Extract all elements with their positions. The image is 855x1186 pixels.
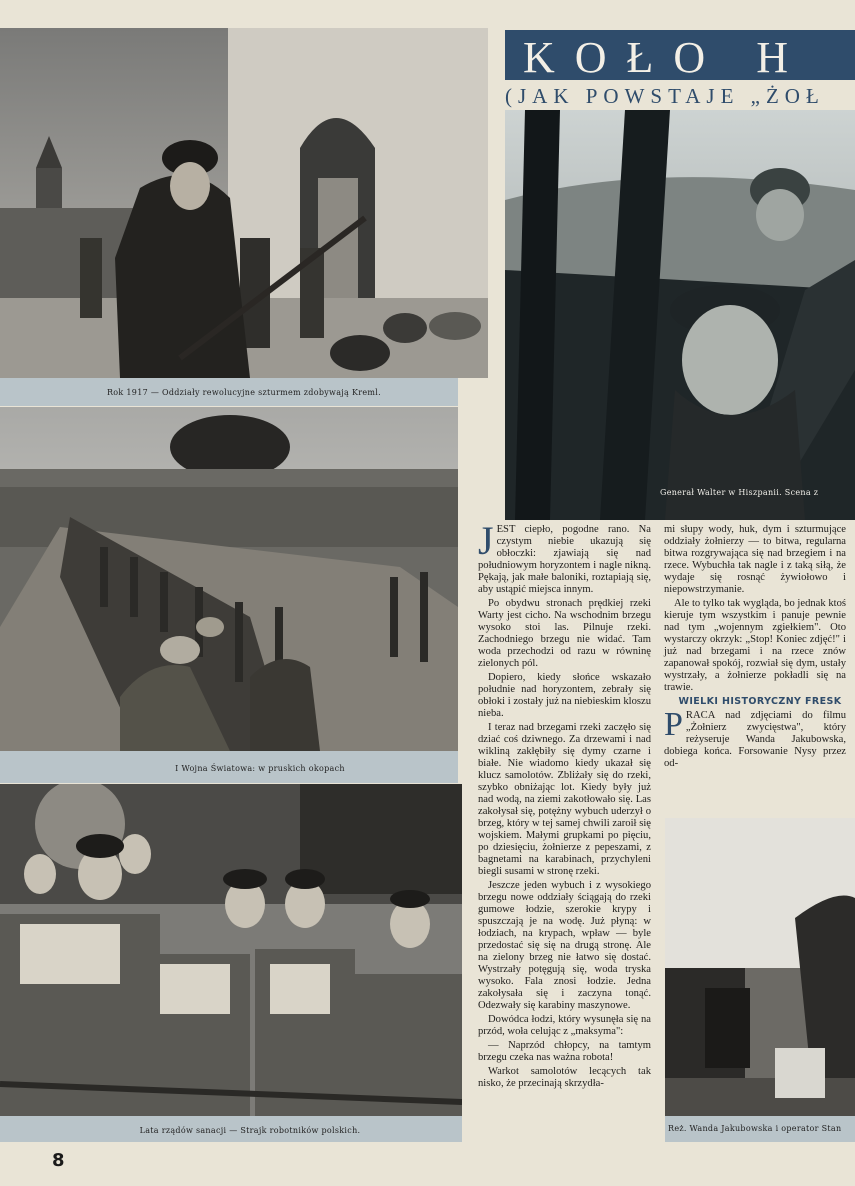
photo-general-walter [505,110,855,520]
caption-photo-strike: Lata rządów sanacji — Strajk robotników polskich. [139,1126,361,1135]
caption-photo-director: Reż. Wanda Jakubowska i operator Stan [668,1124,842,1133]
article-paragraph: Jeszcze jeden wybuch i z wysokiego brzegu nowe oddziały ściągają do rzeki gumowe łodzie, szerokie krypy i spuszczają je na wodę. Już płyną: w łodziach, na krypach, wpław — byle przedostać się się na drugą stronę. Ale na zielony brzeg nie łatwo się dostać. Wystrzały potęgują się, woda tryska wysoko. Fala znosi łodzie. Jedna zakołysała się i zaczyna tonąć. Odezwały się karabiny maszynowe. [478,880,651,1011]
page-subtitle: (JAK POWSTAJE „ŻOŁ [505,84,825,108]
page-number: 8 [52,1150,65,1171]
article-paragraph: Ale to tylko tak wygląda, bo jednak ktoś kieruje tym wszystkim i panuje pewnie nad tym „wojennym zgiełkiem". Oto wystarczy okrzyk: „Stop! Koniec zdjęć!" i już nad brzegami i na rzece znów zapanował spokój, rozwiał się dym, ustały wystrzały, a żołnierze pokładli się na trawie. [664,598,846,693]
article-paragraph: — Naprzód chłopcy, na tamtym brzegu czeka nas ważna robota! [478,1040,651,1063]
page-title: KOŁO H [523,33,808,80]
photo-wwi-trenches [0,407,458,751]
article-paragraph: mi słupy wody, huk, dym i szturmujące oddziały żołnierzy — to bitwa, regularna bitwa rozgrywająca się nad brzegiem i na rzece. Wybuchła tak nagle i z taką siłą, że wydaje się rosnąć żywiołowo i niepowstrzymanie. [664,524,846,595]
article-paragraph: PRACA nad zdjęciami do filmu „Żołnierz zwycięstwa", który reżyseruje Wanda Jakubowska, dobiega końca. Forsowanie Nysy przez od- [664,706,846,769]
article-column-2 [664,524,846,772]
photo-workers-strike [0,784,462,1116]
article-paragraph: Dowódca łodzi, który wysunęła się na przód, woła celując z „maksyma": [478,1014,651,1037]
article-paragraph: Po obydwu stronach prędkiej rzeki Warty jest cicho. Na wschodnim brzegu wysoko stoi las. Pilnuje rzeki. Zachodniego brzegu nie widać. Tam woda przechodzi od razu w równinę zielonych pól. [478,598,651,669]
title-banner [505,30,855,80]
article-paragraph: Warkot samolotów lecących tak nisko, że przecinają skrzydła- [478,1066,651,1089]
article-paragraph: Dopiero, kiedy słońce wskazało południe nad horyzontem, zebrały się obłoki i zostały już na niebieskim kloszu nieba. [478,672,652,719]
article-paragraph: I teraz nad brzegami rzeki zaczęło się dziać coś dziwnego. Za drzewami i nad wikliną zakłębiły się dymy czarne i białe. Nie wiadomo kiedy ukazał się klucz samolotów. Zbliżały się do rzeki, szybko obniżając lot. Kiedy były już nad wodą, na ziemi zakotłowało się. Las zakołysał się, potężny wybuch uderzył o brzeg, który w tej samej chwili zaroił się wojskiem. Małymi grupkami po pięciu, po dziesięciu, żołnierze z pepeszami, z bagnetami na karabinach, przychyleni biegli susami w stronę rzeki. [478,722,651,877]
photo-revolution-kremlin [0,28,488,378]
drop-cap: J [478,518,494,563]
caption-photo-walter: Generał Walter w Hiszpanii. Scena z [660,488,819,497]
article-paragraph: JEST ciepło, pogodne rano. Na czystym niebie ukazują się obłoczki: zjawiają się nad południowym horyzontem i nagle nikną. Pękają, jak małe baloniki, roztapiają się, aby ustąpić miejsca innym. [478,518,651,595]
photo-director-cameraman [665,818,855,1116]
section-heading: WIELKI HISTORYCZNY FRESK [678,696,842,707]
caption-photo-trenches: I Wojna Światowa: w pruskich okopach [175,764,345,773]
caption-photo-revolution: Rok 1917 — Oddziały rewolucyjne szturmem zdobywają Kreml. [106,388,381,397]
article-column-1 [478,518,652,1092]
drop-cap: P [664,706,683,743]
